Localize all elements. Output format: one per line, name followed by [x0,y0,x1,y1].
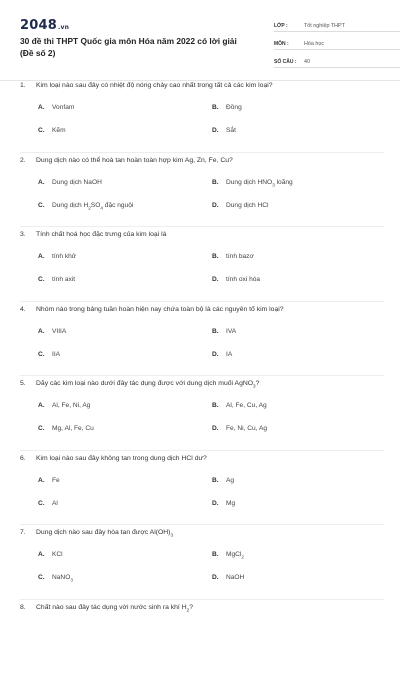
text-segment: Al [52,500,58,507]
option-letter: C. [38,127,52,134]
subscript: 4 [100,205,103,210]
text-segment: Dung dịch nào có thể hoà tan hoàn toàn hợp kim Ag, Zn, Fe, Cu? [36,157,233,164]
option-letter: B. [212,328,226,335]
answer-option[interactable] [38,477,60,484]
answer-option[interactable] [212,500,235,507]
question-item [20,153,384,228]
meta-value: 40 [304,59,310,67]
question-number: 2. [20,157,36,164]
option-letter: B. [212,402,226,409]
subscript: 3 [70,577,73,582]
text-segment: ? [189,604,193,611]
text-segment: Kim loại nào sau đây không tan trong dung dịch HCl dư? [36,455,207,462]
text-segment: Dung dịch NaOH [52,179,102,186]
meta-row-class [274,18,400,32]
logo-text: 2048 [20,18,57,33]
question-item [20,525,384,600]
text-segment: loãng [275,179,293,186]
answer-option[interactable] [212,253,254,260]
option-letter: C. [38,425,52,432]
option-letter: C. [38,276,52,283]
text-segment: Kim loại nào sau đây có nhiệt độ nóng chảy cao nhất trong tất cả các kim loại? [36,82,273,89]
text-segment: Dãy các kim loại nào dưới đây tác dụng được với dung dịch muối AgNO [36,380,253,387]
text-segment: Nhóm nào trong bảng tuần hoàn hiện nay chứa toàn bộ là các nguyên tố kim loại? [36,306,284,313]
meta-label: MÔN : [274,41,304,49]
meta-row-subject [274,36,400,50]
subscript: 2 [88,205,91,210]
question-text [20,455,207,462]
option-letter: C. [38,574,52,581]
text-segment: tính axit [52,276,75,283]
text-segment: tính oxi hóa [226,276,260,283]
logo-suffix: .vn [58,24,69,31]
text-segment: Đồng [226,104,242,111]
text-segment: IIA [52,351,60,358]
question-text [20,604,193,612]
document-header [20,12,384,74]
meta-row-question-count [274,54,400,68]
subscript: 3 [253,383,256,388]
text-segment: SO [91,202,101,209]
option-letter: C. [38,202,52,209]
text-segment: VIIIA [52,328,66,335]
question-list [20,78,384,674]
text-segment: tính khử [52,253,76,260]
text-segment: Fe, Ni, Cu, Ag [226,425,267,432]
option-letter: B. [212,253,226,260]
question-item [20,451,384,526]
option-letter: B. [212,551,226,558]
question-number: 8. [20,604,36,611]
option-letter: A. [38,477,52,484]
answer-option[interactable] [38,328,66,335]
question-number: 5. [20,380,36,387]
text-segment: Dung dịch HNO [226,179,272,186]
answer-option[interactable] [212,328,236,335]
answer-option[interactable] [38,402,90,409]
question-number: 6. [20,455,36,462]
question-text [20,82,273,89]
text-segment: Chất nào sau đây tác dụng với nước sinh ra khí H [36,604,187,611]
question-item [20,376,384,451]
text-segment: đặc nguội [103,202,133,209]
document-title: 30 đề thi THPT Quốc gia môn Hóa năm 2022 có lời giải (Đề số 2) [20,36,252,59]
answer-option[interactable] [212,574,244,581]
answer-option[interactable] [212,551,244,559]
site-logo[interactable] [20,18,69,33]
option-letter: C. [38,500,52,507]
answer-option[interactable] [212,202,269,209]
question-item [20,600,384,674]
document-meta [274,18,400,72]
question-item [20,227,384,302]
text-segment: Dung dịch HCl [226,202,269,209]
option-letter: A. [38,253,52,260]
text-segment: tính bazơ [226,253,254,260]
text-segment: NaOH [226,574,244,581]
question-text [20,380,259,388]
answer-option[interactable] [38,253,76,260]
question-text [20,306,284,313]
text-segment: Al, Fe, Cu, Ag [226,402,267,409]
option-letter: A. [38,104,52,111]
text-segment: Dung dịch H [52,202,88,209]
answer-option[interactable] [38,351,60,358]
answer-option[interactable] [212,276,260,283]
question-item [20,78,384,153]
text-segment: KCl [52,551,63,558]
answer-option[interactable] [38,202,133,210]
text-segment: IA [226,351,232,358]
answer-option[interactable] [212,425,267,432]
text-segment: IVA [226,328,236,335]
answer-option[interactable] [38,425,94,432]
question-number: 4. [20,306,36,313]
answer-option[interactable] [212,402,267,409]
answer-option[interactable] [38,127,66,134]
answer-option[interactable] [212,179,293,187]
text-segment: Sắt [226,127,236,134]
option-letter: C. [38,351,52,358]
text-segment: Fe [52,477,60,484]
text-segment: Tính chất hoá học đặc trưng của kim loại là [36,231,166,238]
answer-option[interactable] [38,574,73,582]
option-letter: D. [212,574,226,581]
question-text [20,231,166,238]
meta-label: LỚP : [274,23,304,31]
subscript: 2 [241,554,244,559]
option-letter: D. [212,127,226,134]
question-number: 3. [20,231,36,238]
text-segment: MgCl [226,551,241,558]
text-segment: Vonfam [52,104,74,111]
meta-label: SỐ CÂU : [274,59,304,67]
meta-value: Hóa học [304,41,324,49]
text-segment: Mg, Al, Fe, Cu [52,425,94,432]
option-letter: D. [212,500,226,507]
subscript: 3 [272,182,275,187]
question-item [20,302,384,377]
option-letter: A. [38,402,52,409]
answer-option[interactable] [212,477,234,484]
text-segment: Dung dịch nào sau đây hòa tan được Al(OH) [36,529,170,536]
subscript: 3 [170,532,173,537]
option-letter: A. [38,551,52,558]
answer-option[interactable] [212,127,236,134]
text-segment: Mg [226,500,235,507]
subscript: 2 [187,607,190,612]
option-letter: D. [212,351,226,358]
question-number: 7. [20,529,36,536]
answer-option[interactable] [38,500,58,507]
text-segment: Al, Fe, Ni, Ag [52,402,90,409]
option-letter: B. [212,179,226,186]
question-number: 1. [20,82,36,89]
answer-option[interactable] [212,104,242,111]
option-letter: A. [38,179,52,186]
answer-option[interactable] [38,551,63,558]
option-letter: B. [212,477,226,484]
answer-option[interactable] [38,276,75,283]
question-text [20,157,233,164]
option-letter: D. [212,202,226,209]
answer-option[interactable] [212,351,232,358]
option-letter: B. [212,104,226,111]
answer-option[interactable] [38,104,74,111]
text-segment: ? [256,380,260,387]
answer-option[interactable] [38,179,102,186]
text-segment: Kẽm [52,127,66,134]
text-segment: Ag [226,477,234,484]
text-segment: NaNO [52,574,70,581]
option-letter: D. [212,276,226,283]
option-letter: A. [38,328,52,335]
meta-value: Tốt nghiệp THPT [304,23,345,31]
option-letter: D. [212,425,226,432]
question-text [20,529,173,537]
